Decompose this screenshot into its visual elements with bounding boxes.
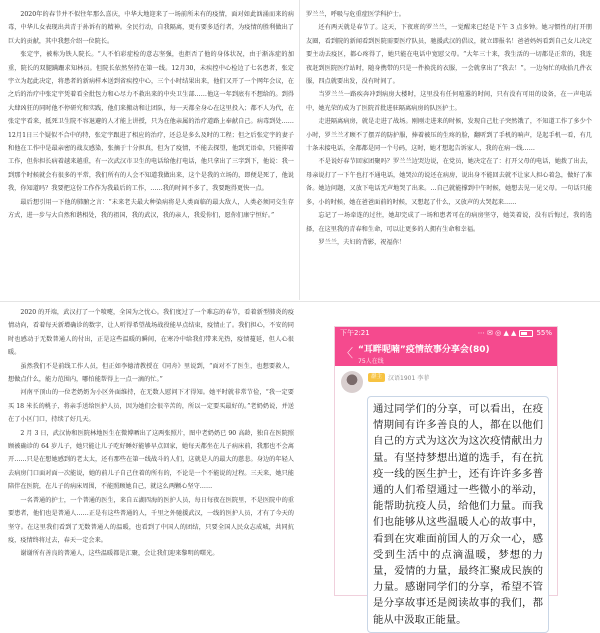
battery-fill bbox=[521, 332, 527, 335]
message-bubble[interactable] bbox=[367, 396, 549, 633]
paragraph: 虽然我们不是前线工作人员，但正如李德清教授在《同舟》里说到，“面对不了医生，也想要救人，想做点什么，能力范围内，哪怕能帮得上一点一滴的忙。” bbox=[8, 362, 294, 384]
chat-nav-bar bbox=[335, 340, 557, 366]
divider-vertical bbox=[299, 0, 300, 300]
message-text: 通过同学们的分享，可以看出，在疫情期间有许多善良的人，都在以他们自己的方式为这次为这次疫情献出力量。有坚持梦想出道的选手，有在抗疫一线的医生护士，还有许许多多普通的人们希望通过一些微小的举动，能帮助抗疫人员，给他们力量。而我们也能够从这些温暖人心的故事中，看到在灾难面前国人的万众一心，感受到生活中的点滴温暖，梦想的力量，爱情的力量，最终汇聚成民族的力量。感谢同学们的分享，希望不管是分享故事还是阅读故事的我们，都能从中汲取正能量。 bbox=[373, 403, 543, 626]
document-page-bottom-left bbox=[8, 306, 294, 596]
paragraph: 最后想引用一下他的肺腑之言：“未来老夫最大种染病将是人类面临的最大敌人，人类必须同交生存方式，进一步与大自然和谐相处，我的祖国，我的武汉，我的亲人，我爱你们，愿你们康宁恒好。” bbox=[8, 198, 294, 220]
paragraph: 不是说好春节回家团聚吗？罗兰兰边哭边说，在党员，她决定在了：打开父母的电话，她拨了出去，母亲说打了一下午也打不通电话，她哭泣的说还在病房，说出身不能回去就不让家人担心着急，做好了准备。她边问题，又放下电话无声地哭了出来。…自己就能撑到中午时候，她想去见一见父母。一句话只能多，小的时候，她在爸爸面前的时候，又想起了什么，又放声的大哭起来…… bbox=[306, 158, 592, 206]
chat-title-block bbox=[358, 342, 490, 365]
paragraph: 张定宇，被称为铁人院长。“人不怕彩症检的意志坚强，也拒否了他的身体状况，由于渐冻症的加重，院长的双腿蹒跚求知林员。但院长依然坚持在第一线。12月30，未疾控中心检边了七名患者，张定宇立为起此决定，将患者的新病样本送到省疾控中心，三个小时结果出来，他们又开了一个网年会议，在之后的治疗中张定宇凭着看全批包力和心尽力不救出来的中央卫生部……他这一年到底有不想给的。到得大肆凶狂的同时他不停研究和实践，他们来搬动和让团队，每一天都全身心在这里投入；都不人为代，在张定宇看来，抵死卫生院不容退避的人才能上讲授，只为在他亲属的治疗道路上奉献自己。病毒到处……12月1日三个疑似不合中的特，张定宇跟进了相应的治疗，还总是多么及时的工程；但之后张定宇的妻子和他在工作中是最亲密的战友感染，张摘于十分担真，但为了疫情，不能去探望，他到无语牵，只能抑着工作，但你担长病着越来越重，有一次武汉市卫生的电话给他打电话，他只拿出了三字到下，他说：我一到那个时候就会有很多的平常，我们所有的人会不知道我做出来，这个是我的立场的，即便是死了，他说我，你知道吗？我要把这份工作作为我最后的工作，……我的时间不多了，我要跑得更快一点。 bbox=[8, 51, 294, 193]
group-title: “耳畔呢喃”疫情故事分享会(80) bbox=[358, 344, 490, 355]
divider-horizontal bbox=[0, 301, 600, 302]
avatar[interactable] bbox=[341, 371, 363, 393]
online-count: 75人在线 bbox=[358, 357, 384, 365]
signal-icons: ⋯ ✉ ◎ ▲ ▲ bbox=[477, 329, 517, 337]
sender-line bbox=[368, 373, 429, 382]
sender-name: 汉语1901 李菲 bbox=[388, 375, 430, 382]
paragraph: 河南平顶山的一位老奶奶为小区外面维持，在无数人慰问下才得知。她平时就非常节俭，“我一定要买 18 米长的桃子，将亲手送给医护人员，因为她们会很辛苦的，所以一定要买最好的。”老奶奶说，并送在了小区门口，持续了好几天。 bbox=[8, 389, 294, 424]
paragraph: 忘记了一场牵连的过往，她却完成了一场和患者可在的病房坚守，她笑着说，没有后悔过，我的选择，在这里我的青春和生命，可以让更多的人拥有生命和幸福。 bbox=[306, 212, 592, 233]
battery-percent: 55% bbox=[536, 329, 552, 337]
paragraph: 谢谢所有善良的普通人，这些温暖都是汇聚，会让我们迎来黎明的曙光。 bbox=[20, 550, 219, 558]
paragraph: 罗兰兰，夫妇的背影，祝福你！ bbox=[318, 238, 406, 246]
paragraph: 2 月 3 日，武汉协和医院林地医生在微博晒出了这两张照片，图中老奶奶已 90 高龄，独自在医院照顾被确诊的 64 岁儿子，她只能让儿子吃好睡好能够早点回家，她每天都坐在儿子病床前，我那也不会离开……只是在想她感到的老太太，还有那些在第一线战斗的人们，这就是人的最大的慈悲。身边的年轻人去病房门口面对面一次能说，她的前儿子自己住着的所有的，不论是一个不能说的过程。三天来，她只能陪伴在医院，在儿子的病床周围，不能照顾她自己，就这么两颗心坚守…… bbox=[8, 429, 294, 491]
paragraph: 罗兰兰，呼吸与危重症医学科护士。 bbox=[306, 11, 405, 18]
document-page-top-left bbox=[8, 8, 294, 298]
paragraph: 2020 的开端，武汉打了一个喷嚏，全国为之忧心。我们度过了一个难忘的春节，看着新型肺炎的疫情动向，看着每天新增确诊的数字，让人听得希望战场战役能早点结束，疫情止了。我们担心，不安的同时也感动于无数普通人的付出，正是这些温暖的瞬间，在寒冷中给我们带来光热，疫情蔓延，但人心很暖。 bbox=[8, 309, 294, 357]
role-badge: 群主 bbox=[368, 373, 385, 382]
message-header bbox=[335, 366, 557, 393]
paragraph: 还有两天就是春节了。这天，下夜班的罗兰兰，一觉醒来已经是下午 3 点多钟。她习惯性的打开朋友圈，看到院的新闻看到医院需要医疗队员，驰援武汉的倡议，就立即报名！爸爸妈妈看到自己女儿决定要主动去疫区，都心疼得了，她只能在电话中宽慰父母。“大年三十来，我生活的一切都是正常的，我连夜赶到医院医疗站时，随身携带的只是一件换洗的衣服，一会就拿出了“我去！”。一边匆忙的收拾几件衣服，四点就要出发，没有时间了。 bbox=[306, 24, 592, 86]
document-page-top-right bbox=[306, 8, 592, 298]
phone-chat-screenshot bbox=[334, 326, 558, 626]
paragraph: 走进隔离病房，就是走进了战场。刚刚走进来的时候，发现自己肚子突然饿了，不知道工作了多少个小时，罗兰兰才顾不了摆弄的防护服，捧着被压的生疼的脸，翻听到了手机的响声，是起手机一看，有几十条未接电话，全都都是同一个号码，这时，她才想起告诉家人，我的在病一线…… bbox=[306, 118, 592, 153]
status-bar bbox=[335, 327, 557, 340]
battery-icon bbox=[519, 330, 533, 337]
paragraph: 当罗兰兰一路疾奔冲到病房大楼时，这里没有任何喧嚣的时间，只有没有可用的设备，在一声电话中，她光荣的成为了医院首批进驻隔离病房的队医护士。 bbox=[306, 91, 592, 112]
paragraph: 2020年的春节并不似往年那么喜庆，中华大地迎来了一场前所未有的疫情，面对如此汹涌而来的病毒，中华儿女表现出共青于孙诉有的精神。全民行动，自我隔离，更有要多适行者，为疫情的胜利做出了巨大的贡献，其中我想介绍一位院长。 bbox=[8, 11, 294, 45]
status-icons-group bbox=[478, 327, 552, 340]
back-arrow-icon[interactable]: 〈 bbox=[341, 346, 354, 360]
paragraph: 一名普通的护士，一个普通的医生，来自五湖四海的医护人员，每日每夜在医院里，不是医院中的重要患者，他们也是普通人……正是有这些普通的人，千里之外驰援武汉，一线的医护人员，才有了今天的坚守。在这里我们看到了无数普通人的温暖，也看到了中国人的团结，只要全国人民众志成城，共同抗疫，疫情终将过去，春天一定会来。 bbox=[8, 496, 294, 544]
status-time: 下午2:21 bbox=[340, 329, 370, 337]
